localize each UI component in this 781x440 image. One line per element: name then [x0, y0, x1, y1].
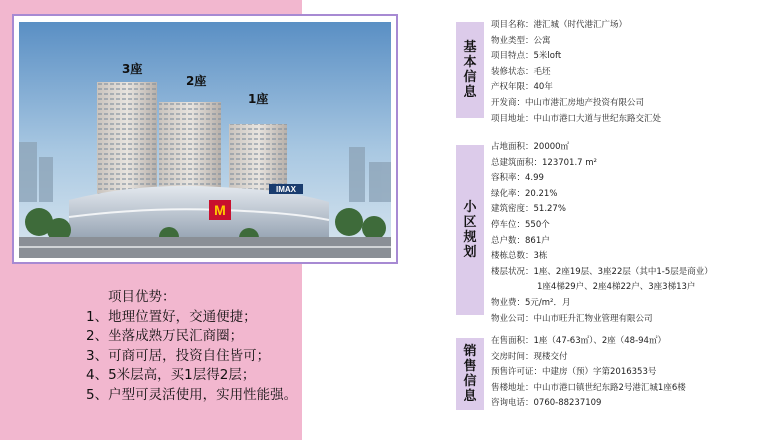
sales-info-list — [491, 334, 776, 412]
building-rendering-image — [19, 22, 391, 258]
project-advantages — [86, 288, 316, 405]
advantage-item: 1、地理位置好，交通便捷； — [86, 308, 257, 325]
svg-text:M: M — [214, 202, 226, 218]
advantage-item: 5、户型可灵活使用，实用性能强。 — [86, 386, 298, 403]
info-row: 在售面积：1座（47-63㎡）、2座（48-94㎡） — [491, 336, 666, 346]
info-row: 预售许可证：中建房（预）字第2016353号 — [491, 367, 657, 378]
info-row: 楼层状况：1座、2座19层、3座22层（其中1-5层是商业） — [491, 266, 713, 277]
info-row: 容积率：4.99 — [491, 173, 544, 184]
info-row: 物业类型：公寓 — [491, 35, 551, 46]
advantage-item: 3、可商可居，投资自住皆可； — [86, 347, 271, 364]
advantage-item: 2、坐落成熟万民汇商圈； — [86, 328, 244, 344]
info-row: 物业公司：中山市旺升汇物业管理有限公司 — [491, 313, 653, 324]
info-row: 建筑密度：51.27% — [491, 204, 566, 215]
info-row: 总户数：861户 — [491, 235, 550, 246]
info-row: 售楼地址：中山市港口镇世纪东路2号港汇城1座6楼 — [491, 382, 686, 393]
tower-2-label: 2座 — [186, 74, 207, 88]
tower-1-label: 1座 — [248, 92, 269, 106]
basic-info-tag: 基本信息 — [456, 22, 484, 118]
community-plan-tag: 小区规划 — [456, 145, 484, 315]
sales-info-tag: 销售信息 — [456, 338, 484, 410]
info-row: 停车位：550个 — [491, 219, 550, 230]
advantages-title: 项目优势： — [108, 289, 176, 305]
info-row: 项目地址：中山市港口大道与世纪东路交汇处 — [491, 113, 662, 124]
tower-3-label: 3座 — [122, 62, 143, 76]
info-row: 占地面积：20000㎡ — [491, 142, 570, 152]
info-row: 项目名称：港汇城（时代港汇广场） — [491, 20, 628, 30]
info-row: 楼栋总数：3栋 — [491, 251, 548, 262]
info-row: 绿化率：20.21% — [491, 188, 558, 199]
info-row: 装修状态：毛坯 — [491, 66, 551, 77]
building-rendering-illustration — [19, 22, 391, 258]
info-row: 产权年限：40年 — [491, 82, 553, 93]
info-row: 物业费：5元/m²．月 — [491, 297, 571, 308]
svg-text:IMAX: IMAX — [276, 185, 296, 194]
info-row: 项目特点：5米loft — [491, 51, 562, 62]
advantage-item: 4、5米层高，买1层得2层； — [86, 367, 256, 383]
info-row: 交房时间：现楼交付 — [491, 351, 568, 362]
info-row: 咨询电话：0760-88237109 — [491, 398, 602, 409]
basic-info-list — [491, 18, 776, 127]
community-plan-list — [491, 140, 776, 327]
building-rendering-frame — [12, 14, 398, 264]
info-row: 总建筑面积：123701.7 m² — [491, 157, 597, 168]
info-row: 开发商：中山市港汇房地产投资有限公司 — [491, 97, 645, 108]
info-row: 1座4梯29户、2座4梯22户、3座3梯13户 — [537, 282, 696, 293]
